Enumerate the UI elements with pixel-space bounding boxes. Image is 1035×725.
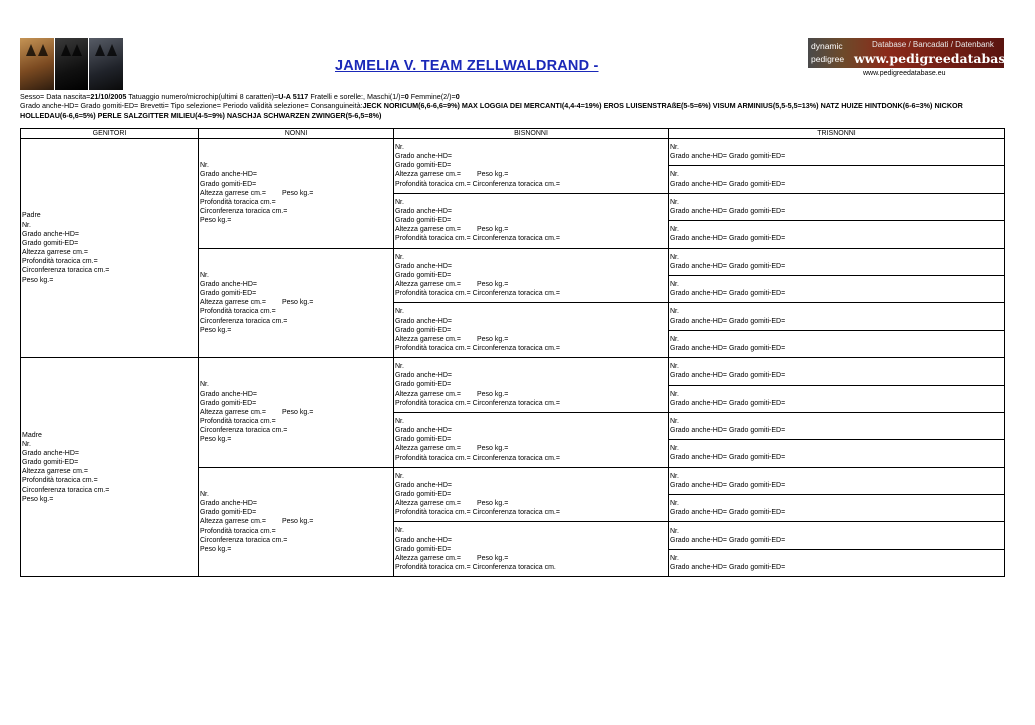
dog-info (20, 92, 1005, 120)
great-great-grandparent-10[interactable] (670, 390, 1004, 408)
field-weight: Peso kg.= (200, 326, 232, 334)
great-great-grandparent-cell[interactable] (669, 412, 1005, 439)
great-grandparent-cell[interactable] (394, 522, 669, 577)
field-weight: Peso kg.= (22, 495, 54, 503)
field-hd-ed: Grado anche-HD= Grado gomiti-ED= (670, 427, 786, 435)
field-nr: Nr. (395, 363, 404, 371)
siblings-label: Fratelli e sorelle:, Maschi(1/)= (310, 92, 405, 101)
pedigree-body (21, 139, 1005, 577)
females-label: Femmine(2/)= (410, 92, 456, 101)
field-circ: Circonferenza toracica cm.= (200, 317, 288, 325)
great-great-grandparent-cell[interactable] (669, 248, 1005, 275)
field-depth: Profondità toracica cm.= (22, 258, 98, 266)
field-nr: Nr. (670, 335, 679, 343)
field-nr: Nr. (395, 472, 404, 480)
height-weight-line (395, 335, 668, 344)
great-great-grandparent-cell[interactable] (669, 440, 1005, 467)
field-nr: Nr. (395, 308, 404, 316)
great-great-grandparent-16[interactable] (670, 554, 1004, 572)
great-grandparent-7[interactable] (395, 472, 668, 518)
grandparent-cell[interactable] (199, 248, 394, 358)
field-nr: Nr. (670, 472, 679, 480)
field-depth-circ: Profondità toracica cm.= Circonferenza toracica cm.= (395, 399, 560, 407)
great-great-grandparent-15[interactable] (670, 527, 1004, 545)
inbreeding-values: JECK NORICUM(6,6-6,6=9%) MAX LOGGIA DEI MERCANTI(4,4-4=19%) EROS LUISENSTRAßE(5-5=6%) VISUM ARMINIUS(5,5-5,5=13%) NATZ HUIZE HINTDONK(6-6=3%) NICKOR HOLLEDAU(6-6,6=5%) PERLE SALZGITTER MILIEU(4-5=9%) NASCHJA SCHWARZEN ZWINGER(5-6,5=8%) (20, 101, 963, 120)
great-grandparent-3[interactable] (395, 253, 668, 299)
column-header-great-grandparents: BISNONNI (394, 129, 669, 139)
logo-pedigree-text: pedigree (811, 54, 845, 64)
field-weight: Peso kg.= (200, 217, 232, 225)
field-nr: Nr. (200, 162, 209, 170)
great-great-grandparent-2[interactable] (670, 170, 1004, 188)
field-hd-ed: Grado anche-HD= Grado gomiti-ED= (670, 564, 786, 572)
logo-subtitle: Database / Bancadati / Datenbank (872, 40, 994, 49)
field-circ: Circonferenza toracica cm.= (200, 427, 288, 435)
height-weight-line (395, 170, 668, 179)
great-grandparent-cell[interactable] (394, 139, 669, 194)
field-hd-ed: Grado anche-HD= Grado gomiti-ED= (670, 180, 786, 188)
grandparent-2[interactable] (200, 271, 393, 335)
field-ed: Grado gomiti-ED= (395, 326, 452, 334)
height-weight-line (395, 554, 668, 563)
field-hd-ed: Grado anche-HD= Grado gomiti-ED= (670, 372, 786, 380)
field-nr: Nr. (22, 440, 31, 448)
field-ed: Grado gomiti-ED= (395, 162, 452, 170)
column-header-grandparents: NONNI (199, 129, 394, 139)
great-great-grandparent-cell[interactable] (669, 467, 1005, 494)
field-weight: Peso kg.= (476, 554, 509, 562)
field-weight: Peso kg.= (476, 500, 509, 508)
field-ed: Grado gomiti-ED= (22, 459, 79, 467)
tattoo-label: Tatuaggio numero/microchip(ultimi 8 caratteri)= (128, 92, 279, 101)
dog-photo-2 (55, 38, 90, 90)
pedigree-row (21, 139, 1005, 166)
field-hd: Grado anche-HD= (395, 262, 453, 270)
field-hd-ed: Grado anche-HD= Grado gomiti-ED= (670, 399, 786, 407)
great-great-grandparent-9[interactable] (670, 362, 1004, 380)
great-great-grandparent-3[interactable] (670, 198, 1004, 216)
field-nr: Nr. (670, 363, 679, 371)
great-great-grandparent-cell[interactable] (669, 549, 1005, 576)
field-height: Altezza garrese cm.= (22, 468, 88, 476)
field-weight: Peso kg.= (281, 408, 314, 416)
great-grandparent-8[interactable] (395, 526, 668, 572)
field-height: Altezza garrese cm.= (22, 249, 88, 257)
parent-cell-father[interactable] (21, 139, 199, 358)
field-weight: Peso kg.= (476, 445, 509, 453)
great-great-grandparent-8[interactable] (670, 335, 1004, 353)
great-grandparent-cell[interactable] (394, 467, 669, 522)
field-height: Altezza garrese cm.= (395, 445, 461, 453)
field-ed: Grado gomiti-ED= (200, 290, 257, 298)
site-url-link[interactable]: www.pedigreedatabase.eu (863, 70, 946, 77)
grandparent-1[interactable] (200, 161, 393, 225)
parent-cell-mother[interactable] (21, 358, 199, 577)
field-depth: Profondità toracica cm.= (200, 527, 276, 535)
dog-name-title[interactable]: JAMELIA V. TEAM ZELLWALDRAND - (335, 58, 599, 74)
field-nr: Nr. (670, 280, 679, 288)
field-ed: Grado gomiti-ED= (395, 491, 452, 498)
great-grandparent-cell[interactable] (394, 193, 669, 248)
field-depth-circ: Profondità toracica cm.= Circonferenza toracica cm.= (395, 290, 560, 298)
field-hd: Grado anche-HD= (395, 207, 453, 215)
field-hd-ed: Grado anche-HD= Grado gomiti-ED= (670, 290, 786, 298)
field-nr: Nr. (670, 198, 679, 206)
great-grandparent-cell[interactable] (394, 303, 669, 358)
field-ed: Grado gomiti-ED= (395, 436, 452, 444)
field-nr: Nr. (670, 144, 679, 152)
field-depth-circ: Profondità toracica cm.= Circonferenza toracica cm.= (395, 454, 560, 462)
pedigree-row (21, 358, 1005, 385)
field-height: Altezza garrese cm.= (200, 408, 266, 416)
field-circ: Circonferenza toracica cm.= (200, 208, 288, 216)
field-height: Altezza garrese cm.= (395, 335, 461, 343)
logo-dynamic-text: dynamic (811, 41, 843, 51)
field-hd: Grado anche-HD= (22, 449, 80, 457)
info-line-2 (20, 101, 1005, 120)
dog-photo-1 (20, 38, 55, 90)
great-great-grandparent-cell[interactable] (669, 385, 1005, 412)
great-grandparent-1[interactable] (395, 143, 668, 189)
height-weight-line (395, 444, 668, 453)
great-great-grandparent-cell[interactable] (669, 221, 1005, 248)
field-weight: Peso kg.= (476, 335, 509, 343)
field-depth-circ: Profondità toracica cm.= Circonferenza toracica cm. (395, 564, 556, 572)
field-depth: Profondità toracica cm.= (200, 417, 276, 425)
grandparent-4[interactable] (200, 490, 393, 554)
field-weight: Peso kg.= (281, 518, 314, 526)
field-ed: Grado gomiti-ED= (395, 545, 452, 553)
field-weight: Peso kg.= (476, 226, 509, 234)
field-nr: Nr. (670, 171, 679, 179)
dog-photo-3 (89, 38, 124, 90)
field-nr: Nr. (670, 226, 679, 234)
great-grandparent-cell[interactable] (394, 358, 669, 413)
field-nr: Nr. (395, 198, 404, 206)
field-nr: Nr. (22, 221, 31, 229)
height-weight-line (200, 517, 393, 526)
field-height: Altezza garrese cm.= (395, 171, 461, 179)
field-depth-circ: Profondità toracica cm.= Circonferenza toracica cm.= (395, 180, 560, 188)
field-nr: Nr. (395, 417, 404, 425)
field-weight: Peso kg.= (281, 299, 314, 307)
field-weight: Peso kg.= (476, 390, 509, 398)
field-height: Altezza garrese cm.= (200, 299, 266, 307)
field-ed: Grado gomiti-ED= (200, 180, 257, 188)
sex-label: Sesso= (20, 92, 45, 101)
great-great-grandparent-6[interactable] (670, 280, 1004, 298)
great-great-grandparent-13[interactable] (670, 472, 1004, 490)
great-great-grandparent-cell[interactable] (669, 522, 1005, 549)
great-great-grandparent-4[interactable] (670, 225, 1004, 243)
field-hd: Grado anche-HD= (22, 230, 80, 238)
mother[interactable] (22, 431, 198, 504)
field-hd-ed: Grado anche-HD= Grado gomiti-ED= (670, 454, 786, 462)
field-circ: Circonferenza toracica cm.= (200, 536, 288, 544)
field-circ: Circonferenza toracica cm.= (22, 486, 110, 494)
field-height: Altezza garrese cm.= (395, 390, 461, 398)
grandparent-3[interactable] (200, 380, 393, 444)
field-hd: Grado anche-HD= (395, 536, 453, 544)
birth-date: 21/10/2005 (90, 92, 127, 101)
selection-labels: Grado anche-HD= Grado gomiti-ED= Brevetti= Tipo selezione= Periodo validità selezione= Consanguineità: (20, 101, 363, 111)
field-hd-ed: Grado anche-HD= Grado gomiti-ED= (670, 509, 786, 517)
field-depth: Profondità toracica cm.= (22, 477, 98, 485)
field-ed: Grado gomiti-ED= (22, 239, 79, 247)
info-line-1 (20, 92, 1005, 101)
females-count: 0 (455, 92, 460, 101)
field-height: Altezza garrese cm.= (395, 226, 461, 234)
dog-photos (20, 38, 124, 90)
field-nr: Nr. (670, 527, 679, 535)
field-depth: Profondità toracica cm.= (200, 198, 276, 206)
field-weight: Peso kg.= (281, 189, 314, 197)
field-depth: Profondità toracica cm.= (200, 308, 276, 316)
great-great-grandparent-cell[interactable] (669, 358, 1005, 385)
great-grandparent-2[interactable] (395, 198, 668, 244)
column-header-great-great-grandparents: TRISNONNI (669, 129, 1005, 139)
pedigree-header-row (21, 129, 1005, 139)
field-hd: Grado anche-HD= (200, 500, 258, 508)
field-ed: Grado gomiti-ED= (395, 271, 452, 279)
field-height: Altezza garrese cm.= (200, 189, 266, 197)
great-great-grandparent-cell[interactable] (669, 275, 1005, 302)
field-hd: Grado anche-HD= (200, 390, 258, 398)
field-hd-ed: Grado anche-HD= Grado gomiti-ED= (670, 317, 786, 325)
field-hd: Grado anche-HD= (395, 153, 453, 161)
logo-url-text: www.pedigreedatabase.eu (854, 51, 1035, 66)
great-great-grandparent-cell[interactable] (669, 139, 1005, 166)
field-nr: Nr. (200, 490, 209, 498)
grandparent-cell[interactable] (199, 139, 394, 249)
field-weight: Peso kg.= (200, 436, 232, 444)
field-hd-ed: Grado anche-HD= Grado gomiti-ED= (670, 536, 786, 544)
great-great-grandparent-1[interactable] (670, 143, 1004, 161)
height-weight-line (200, 298, 393, 307)
great-grandparent-5[interactable] (395, 362, 668, 408)
field-hd-ed: Grado anche-HD= Grado gomiti-ED= (670, 207, 786, 215)
field-weight: Peso kg.= (476, 281, 509, 289)
mother-label: Madre (22, 431, 42, 439)
great-great-grandparent-11[interactable] (670, 417, 1004, 435)
field-hd: Grado anche-HD= (395, 481, 453, 489)
great-great-grandparent-cell[interactable] (669, 193, 1005, 220)
tattoo-value: U-A 5117 (278, 92, 309, 101)
field-height: Altezza garrese cm.= (395, 500, 461, 508)
field-height: Altezza garrese cm.= (200, 518, 266, 526)
field-hd: Grado anche-HD= (200, 280, 258, 288)
great-great-grandparent-12[interactable] (670, 444, 1004, 462)
field-height: Altezza garrese cm.= (395, 554, 461, 562)
height-weight-line (200, 408, 393, 417)
males-count: 0 (404, 92, 409, 101)
field-hd-ed: Grado anche-HD= Grado gomiti-ED= (670, 235, 786, 243)
field-hd: Grado anche-HD= (395, 317, 453, 325)
field-circ: Circonferenza toracica cm.= (22, 267, 110, 275)
great-grandparent-6[interactable] (395, 417, 668, 463)
great-grandparent-cell[interactable] (394, 248, 669, 303)
field-hd: Grado anche-HD= (395, 427, 453, 435)
field-nr: Nr. (395, 253, 404, 261)
field-weight: Peso kg.= (200, 545, 232, 553)
field-nr: Nr. (670, 500, 679, 508)
great-great-grandparent-cell[interactable] (669, 495, 1005, 522)
grandparent-cell[interactable] (199, 358, 394, 468)
field-ed: Grado gomiti-ED= (395, 217, 452, 225)
field-nr: Nr. (670, 390, 679, 398)
birth-label: Data nascita= (46, 92, 91, 101)
field-hd-ed: Grado anche-HD= Grado gomiti-ED= (670, 344, 786, 352)
great-great-grandparent-14[interactable] (670, 499, 1004, 517)
field-nr: Nr. (670, 417, 679, 425)
field-depth-circ: Profondità toracica cm.= Circonferenza toracica cm.= (395, 344, 560, 352)
field-ed: Grado gomiti-ED= (200, 509, 257, 517)
height-weight-line (395, 390, 668, 399)
great-great-grandparent-cell[interactable] (669, 303, 1005, 330)
field-hd-ed: Grado anche-HD= Grado gomiti-ED= (670, 262, 786, 270)
pedigree-table (20, 128, 1005, 577)
column-header-parents: GENITORI (21, 129, 199, 139)
father[interactable] (22, 211, 198, 284)
father-label: Padre (22, 212, 41, 220)
field-weight: Peso kg.= (476, 171, 509, 179)
great-grandparent-4[interactable] (395, 307, 668, 353)
field-nr: Nr. (200, 271, 209, 279)
field-height: Altezza garrese cm.= (395, 281, 461, 289)
great-great-grandparent-5[interactable] (670, 253, 1004, 271)
field-nr: Nr. (670, 308, 679, 316)
height-weight-line (200, 189, 393, 198)
grandparent-cell[interactable] (199, 467, 394, 577)
field-nr: Nr. (200, 381, 209, 389)
field-hd: Grado anche-HD= (200, 171, 258, 179)
height-weight-line (395, 280, 668, 289)
field-ed: Grado gomiti-ED= (200, 399, 257, 407)
field-hd-ed: Grado anche-HD= Grado gomiti-ED= (670, 153, 786, 161)
great-great-grandparent-cell[interactable] (669, 330, 1005, 357)
field-nr: Nr. (670, 253, 679, 261)
site-logo[interactable] (808, 38, 1035, 68)
field-nr: Nr. (670, 554, 679, 562)
field-hd: Grado anche-HD= (395, 372, 453, 380)
field-nr: Nr. (395, 144, 404, 151)
great-great-grandparent-cell[interactable] (669, 166, 1005, 193)
field-ed: Grado gomiti-ED= (395, 381, 452, 389)
field-depth-circ: Profondità toracica cm.= Circonferenza toracica cm.= (395, 235, 560, 243)
field-nr: Nr. (395, 527, 404, 535)
height-weight-line (395, 225, 668, 234)
field-nr: Nr. (670, 445, 679, 453)
field-weight: Peso kg.= (22, 276, 54, 284)
height-weight-line (395, 499, 668, 508)
field-hd-ed: Grado anche-HD= Grado gomiti-ED= (670, 481, 786, 489)
great-grandparent-cell[interactable] (394, 412, 669, 467)
great-great-grandparent-7[interactable] (670, 307, 1004, 325)
field-depth-circ: Profondità toracica cm.= Circonferenza toracica cm.= (395, 509, 560, 517)
